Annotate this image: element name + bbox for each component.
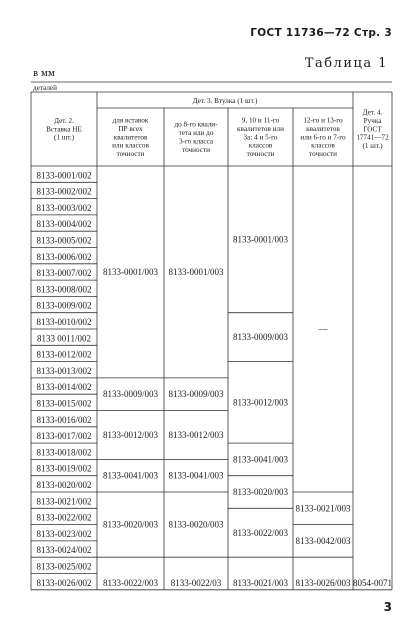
- header-line: (1 шт.): [362, 142, 383, 151]
- part-number-cell: 8133-0002/002: [36, 186, 92, 197]
- header-line: ГОСТ: [363, 125, 382, 134]
- header-line: точности: [182, 145, 210, 154]
- header-line: или 6-го и 7-го: [300, 133, 346, 142]
- part-number-cell: 8133-0041/003: [233, 454, 288, 465]
- header-line: для вставок: [112, 116, 149, 125]
- part-number-cell: 8133-0010/002: [36, 317, 92, 327]
- part-number-cell: 8133-0022/03: [170, 577, 222, 588]
- header-line: квалитетов: [113, 133, 148, 142]
- header-line: точности: [309, 150, 337, 159]
- table-title: Таблица 1: [304, 56, 388, 71]
- part-number-cell: 8133-0009/003: [233, 332, 288, 343]
- part-number-cell: 8133-0006/002: [36, 251, 92, 262]
- running-header: ГОСТ 11736—72 Стр. 3: [250, 27, 392, 39]
- part-number-cell: 8133-0024/002: [36, 545, 92, 556]
- part-number-cell: 8133-0016/002: [36, 414, 92, 425]
- header-line: 17741—72: [356, 133, 389, 142]
- part-number-cell: 8133-0022/002: [36, 512, 92, 523]
- part-number-cell: 8133-0012/003: [168, 429, 224, 440]
- part-number-cell: 8133-0020/003: [168, 519, 224, 530]
- part-number-cell: 8133 0011/002: [37, 333, 91, 344]
- top-label: деталей: [33, 84, 57, 92]
- part-number-cell: 8133-0001/003: [168, 266, 224, 277]
- header-line: 3-го класса: [178, 137, 214, 146]
- header-line: точности: [246, 150, 275, 159]
- part-number-cell: 8133-0012/003: [233, 397, 288, 408]
- header-line: 3а; 4 и 5-го: [243, 133, 278, 142]
- part-number-cell: 8133-0012/002: [36, 349, 92, 360]
- part-number-cell: —: [318, 324, 328, 334]
- part-number-cell: 8133-0020/003: [233, 487, 288, 497]
- header-line: 9, 10 и 11-го: [241, 116, 280, 125]
- part-number-cell: 8133-0020/003: [103, 519, 158, 530]
- part-number-cell: 8133-0001/003: [103, 266, 158, 277]
- header-line: 12-го и 13-го: [303, 116, 343, 125]
- part-number-cell: 8133-0041/003: [103, 470, 158, 481]
- part-number-cell: 8133-0021/003: [295, 503, 351, 514]
- header-line: Дет. 2.: [54, 116, 74, 125]
- part-number-cell: 8054-0071: [353, 577, 392, 588]
- header-line: до 8-го квали-: [174, 120, 218, 129]
- part-number-cell: 8133-0042/003: [295, 535, 351, 546]
- part-number-cell: 8133-0005/002: [36, 235, 92, 246]
- part-number-cell: 8133-0012/003: [103, 429, 158, 440]
- header-line: Ручка: [363, 116, 382, 125]
- part-number-cell: 8133-0003/002: [36, 202, 92, 213]
- part-number-cell: 8133-0017/002: [36, 431, 92, 442]
- part-number-cell: 8133-0004/002: [36, 219, 92, 230]
- part-number-cell: 8133-0026/003: [295, 577, 351, 588]
- part-number-cell: 8133-0015/002: [36, 398, 92, 409]
- part-number-cell: 8133-0025/002: [36, 561, 92, 572]
- part-number-cell: 8133-0008/002: [36, 284, 92, 295]
- part-number-cell: 8133-0021/003: [233, 577, 288, 588]
- part-number-cell: 8133-0020/002: [36, 480, 92, 490]
- part-number-cell: 8133-0001/003: [233, 234, 288, 245]
- part-number-cell: 8133-0009/002: [36, 300, 92, 311]
- header-line: квалитетов или: [237, 124, 284, 133]
- part-number-cell: 8133-0014/002: [36, 382, 92, 393]
- part-number-cell: 8133-0013/002: [36, 365, 92, 376]
- header-line: классов: [248, 141, 273, 150]
- part-number-cell: 8133-0009/003: [168, 389, 224, 400]
- part-number-cell: 8133-0019/002: [36, 463, 92, 474]
- group-header: Дет. 3. Втулка (1 шт.): [192, 97, 258, 105]
- header-line: квалитетов: [306, 124, 340, 133]
- part-number-cell: 8133-0022/003: [103, 577, 158, 588]
- header-line: Вставка НЕ: [46, 125, 82, 134]
- part-number-cell: 8133-0021/002: [36, 496, 92, 507]
- page-number: 3: [383, 600, 392, 614]
- header-line: Дет. 4.: [362, 108, 383, 117]
- part-number-cell: 8133-0007/002: [36, 268, 92, 279]
- header-line: классов: [311, 141, 335, 150]
- part-number-cell: 8133-0009/003: [103, 389, 158, 400]
- part-number-cell: 8133-0018/002: [36, 447, 92, 458]
- header-line: (1 шт.): [53, 133, 75, 142]
- header-line: тета или до: [178, 129, 214, 138]
- header-line: точности: [116, 150, 145, 159]
- header-line: или классов: [112, 141, 149, 150]
- part-number-cell: 8133-0023/002: [36, 528, 92, 539]
- part-number-cell: 8133-0026/002: [36, 577, 92, 588]
- part-number-cell: 8133-0041/003: [168, 470, 224, 481]
- part-number-cell: 8133-0022/003: [233, 527, 288, 538]
- header-line: ПР всех: [118, 124, 143, 133]
- part-number-cell: 8133-0001/002: [36, 170, 92, 181]
- units-note: в мм: [33, 69, 55, 79]
